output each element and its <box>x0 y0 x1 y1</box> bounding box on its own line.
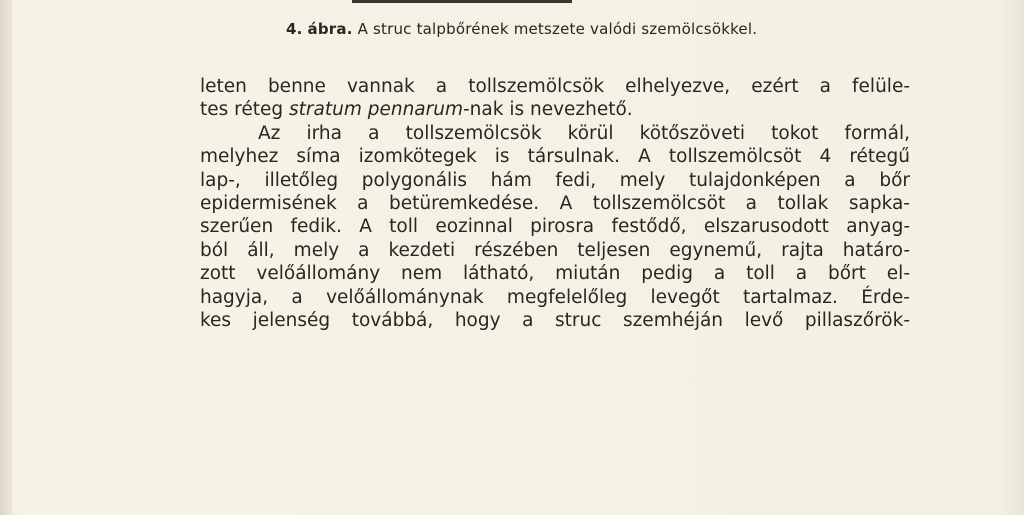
text-line: leten benne vannak a tollszemölcsök elhelyezve, ezért a felüle- <box>200 76 910 97</box>
text-line: zott velőállomány nem látható, miután pedig a toll a bőrt el- <box>200 263 910 285</box>
text-line <box>200 98 910 121</box>
latin-term: stratum pennarum <box>289 99 463 121</box>
text-line: lap-, illetőleg polygonális hám fedi, mely tulajdonképen a bőr <box>200 169 910 191</box>
text-line: Az irha a tollszemölcsök körül kötőszöveti tokot formál, <box>258 122 910 144</box>
figure-caption <box>286 20 757 38</box>
text-line: ból áll, mely a kezdeti részében teljesen egynemű, rajta határo- <box>200 239 910 261</box>
figure-label: ábra. <box>307 20 353 38</box>
text-line: melyhez síma izomkötegek is társulnak. A tollszemölcsöt 4 rétegű <box>200 146 910 168</box>
figure-bottom-border <box>352 0 572 3</box>
text-line: epidermisének a betüremkedése. A tollszemölcsöt a tollak sapka- <box>200 193 910 215</box>
page-edge-shadow <box>0 0 12 515</box>
figure-number: 4. <box>286 20 303 38</box>
text-line: hagyja, a velőállománynak megfelelőleg levegőt tartalmaz. Érde- <box>200 286 910 308</box>
text-line: kes jelenség továbbá, hogy a struc szemhéján levő pillaszőrök- <box>200 310 910 332</box>
text-line-start: tes réteg <box>200 99 289 121</box>
text-line: szerűen fedik. A toll eozinnal pirosra festődő, elszarusodott anyag- <box>200 216 910 238</box>
body-text <box>200 75 910 332</box>
text-line-end: -nak is nevezhető. <box>462 99 633 121</box>
figure-caption-text: A struc talpbőrének metszete valódi szemölcsökkel. <box>357 20 758 38</box>
